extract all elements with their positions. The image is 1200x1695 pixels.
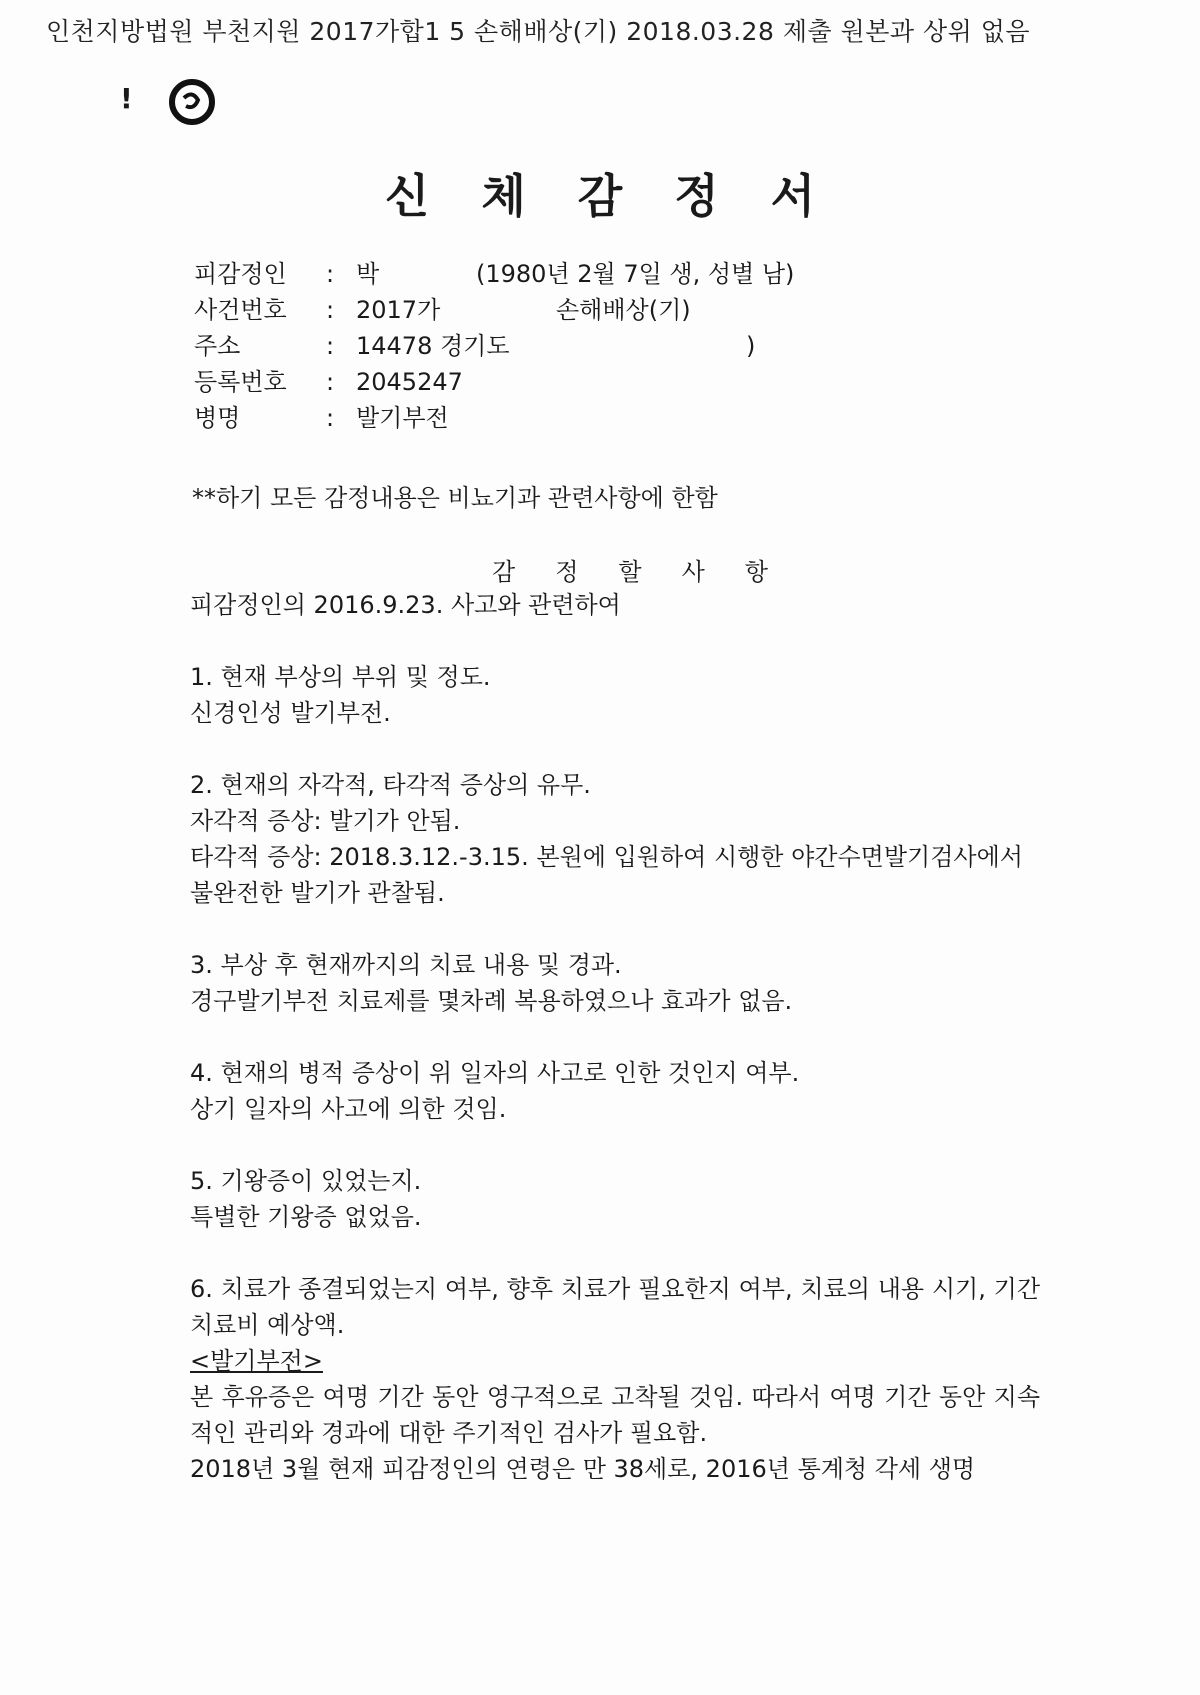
item-answer: 자각적 증상: 발기가 안됨. <box>190 807 461 835</box>
info-row-case <box>194 292 794 328</box>
item-question: 4. 현재의 병적 증상이 위 일자의 사고로 인한 것인지 여부. <box>190 1059 800 1087</box>
body-text <box>190 587 1040 1487</box>
paragraph: 본 후유증은 여명 기간 동안 영구적으로 고착될 것임. 따라서 여명 기간 동안 지속적인 관리와 경과에 대한 주기적인 검사가 필요함. <box>190 1383 1040 1447</box>
info-extra: (1980년 2월 7일 생, 성별 남) <box>476 260 795 288</box>
scope-note: **하기 모든 감정내용은 비뇨기과 관련사항에 한함 <box>192 484 718 512</box>
info-colon: : <box>325 368 335 396</box>
info-colon: : <box>325 260 335 288</box>
corner-mark: ! <box>120 82 133 115</box>
item-question: 5. 기왕증이 있었는지. <box>190 1167 422 1195</box>
subheading: <발기부전> <box>190 1347 323 1375</box>
item-question: 1. 현재 부상의 부위 및 정도. <box>190 663 491 691</box>
info-row-diagnosis <box>194 400 794 436</box>
document-title: 신체감정서 <box>384 169 868 223</box>
item-answer: 타각적 증상: 2018.3.12.-3.15. 본원에 입원하여 시행한 야간수면발기검사에서 불완전한 발기가 관찰됨. <box>190 843 1023 907</box>
circle-seal-icon <box>166 76 218 128</box>
info-colon: : <box>325 296 335 324</box>
info-colon: : <box>325 332 335 360</box>
info-value: 14478 경기도 <box>356 332 510 360</box>
info-label: 피감정인 <box>194 260 287 288</box>
info-value: 박 <box>356 260 380 288</box>
info-value: 2017가 <box>356 296 441 324</box>
header-stamp: 인천지방법원 부천지원 2017가합1 5 손해배상(기) 2018.03.28 제출 원본과 상위 없음 <box>46 17 1031 46</box>
section-title: 감정할사항 <box>492 558 808 586</box>
item-answer: 특별한 기왕증 없었음. <box>190 1203 422 1231</box>
item-answer: 신경인성 발기부전. <box>190 699 391 727</box>
info-row-address <box>194 328 794 364</box>
info-value: 2045247 <box>356 368 463 396</box>
info-row-subject <box>194 256 794 292</box>
item-question: 3. 부상 후 현재까지의 치료 내용 및 경과. <box>190 951 622 979</box>
info-colon: : <box>325 404 335 432</box>
info-value: 발기부전 <box>356 404 449 432</box>
info-extra: ) <box>746 332 756 360</box>
info-row-registration <box>194 364 794 400</box>
item-answer: 경구발기부전 치료제를 몇차례 복용하였으나 효과가 없음. <box>190 987 793 1015</box>
info-label: 등록번호 <box>194 368 287 396</box>
item-answer: 상기 일자의 사고에 의한 것임. <box>190 1095 507 1123</box>
item-question: 6. 치료가 종결되었는지 여부, 향후 치료가 필요한지 여부, 치료의 내용 시기, 기간 치료비 예상액. <box>190 1275 1040 1339</box>
info-label: 주소 <box>194 332 241 360</box>
paragraph: 2018년 3월 현재 피감정인의 연령은 만 38세로, 2016년 통계청 각세 생명 <box>190 1455 976 1483</box>
info-block <box>194 256 794 436</box>
info-extra: 손해배상(기) <box>556 296 691 324</box>
info-label: 사건번호 <box>194 296 287 324</box>
intro-line: 피감정인의 2016.9.23. 사고와 관련하여 <box>190 591 621 619</box>
info-label: 병명 <box>194 404 241 432</box>
item-question: 2. 현재의 자각적, 타각적 증상의 유무. <box>190 771 591 799</box>
